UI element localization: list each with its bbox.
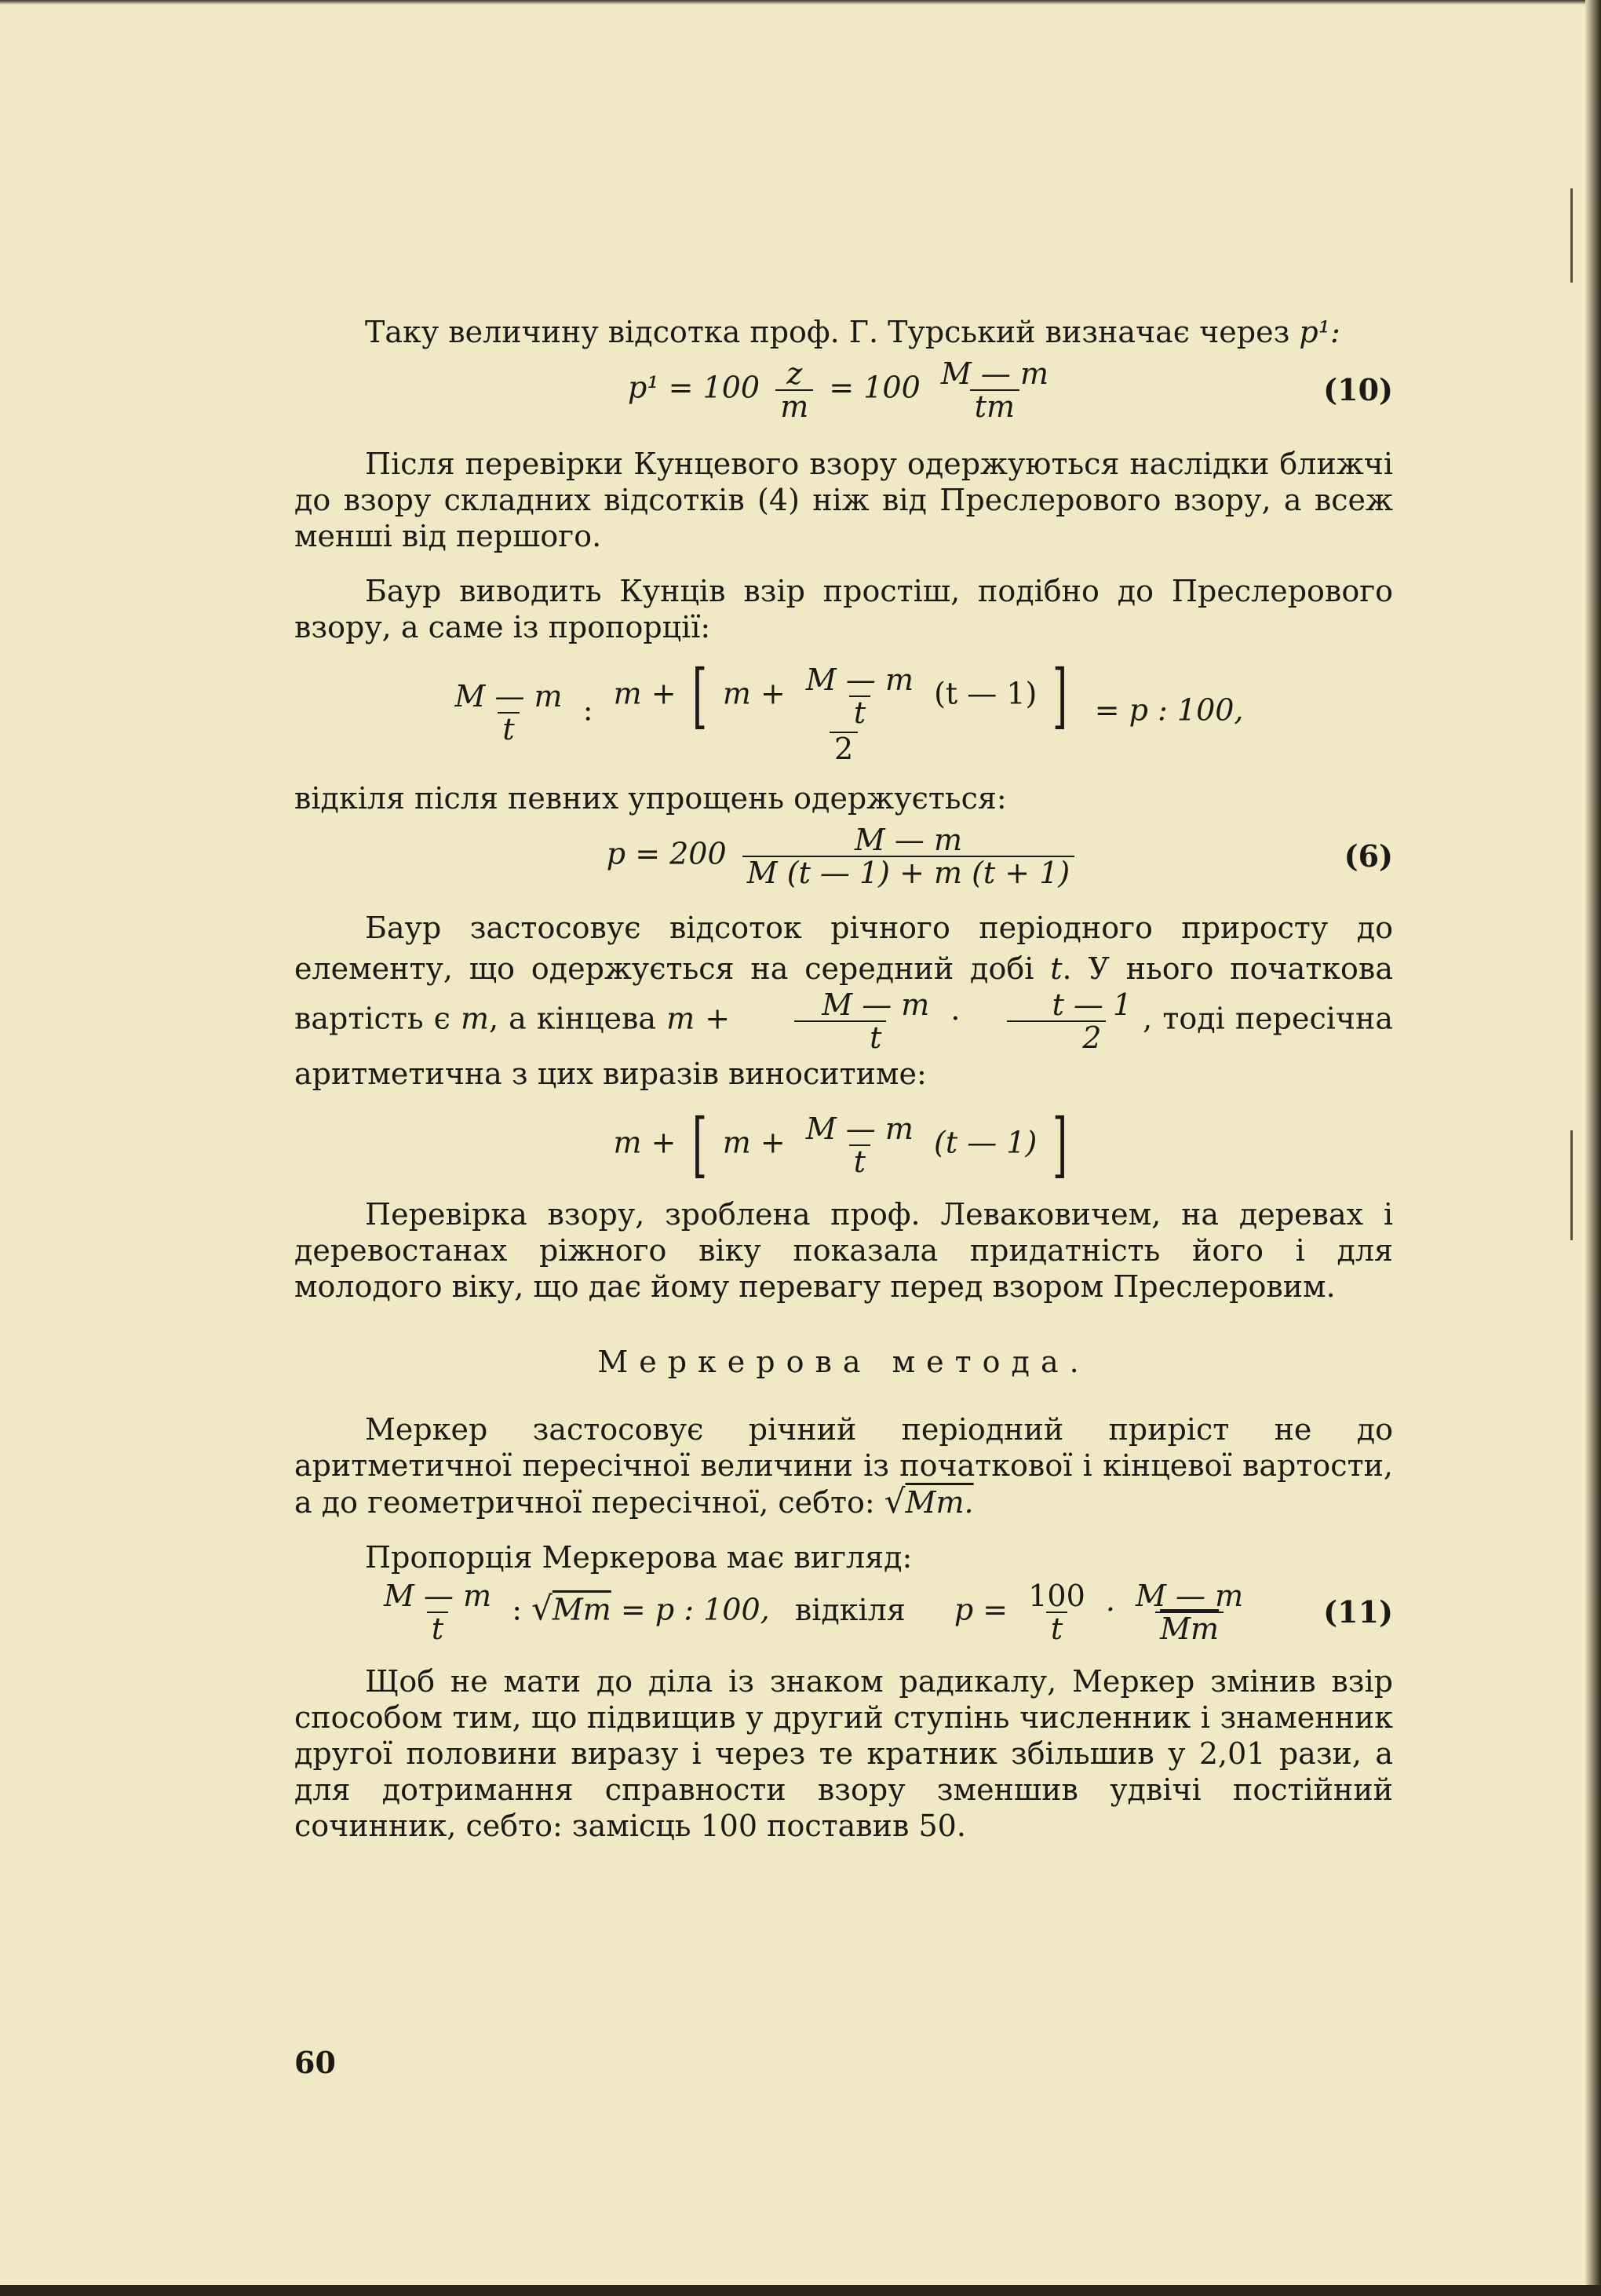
fraction: $\frac{M — m}{t}$ [805, 1111, 914, 1179]
fraction: $\frac{z}{m}$ [775, 358, 813, 422]
binding-crease [1570, 188, 1573, 283]
paragraph-5: Баур застосовує відсоток річного періодного приросту до елементу, що одержується на середний добі t. У нього початкова вартість є m, а кінцева m + $\frac{M — m}{t}$ · $\frac{t — 1}{2}$ , тоді пересічна аритметична з цих виразів виноситиме: [294, 911, 1394, 1091]
paragraph-6: Перевірка взору, зроблена проф. Леваковичем, на деревах і деревостанах ріжного віку показала придатність його і для молодого віку, що дає йому перевагу перед взором Преслеровим. [294, 1197, 1393, 1304]
paragraph-3: Баур виводить Кунців взір простіш, подібно до Преслерового взору, а саме із пропорції: [294, 574, 1393, 644]
fraction: $\frac{M — m}{M (t — 1) + m (t + 1)}$ [742, 824, 1074, 889]
left-bracket: [ [691, 1104, 707, 1186]
fraction: $\frac{100}{t}$ [1028, 1579, 1085, 1646]
left-bracket: [ [691, 655, 707, 737]
paragraph-1: Таку величину відсотка проф. Г. Турський визначає через p¹: [365, 315, 1340, 349]
equation-number: (10) [1323, 372, 1393, 407]
page-edge-bottom [0, 2285, 1601, 2296]
page-number: 60 [294, 2045, 336, 2080]
fraction-large: m + [ m + $\frac{M — m}{t}$ (t — 1) ] 2 [613, 655, 1068, 766]
paragraph-9: Щоб не мати до діла із знаком радикалу, Меркер змінив взір способом тим, що підвищив у другий ступінь численник і знаменник другої половини виразу і через те кратник збільшив у 2,01 рази, а для дотримання справности взору зменшив удвічі постійний сочинник, себто: замісць 100 поставив 50. [294, 1664, 1393, 1843]
right-bracket: ] [1052, 1104, 1068, 1186]
fraction: $\frac{M — m}{t}$ [454, 679, 563, 746]
fraction: $\frac{M — m}{tm}$ [940, 356, 1048, 424]
page-edge-top [0, 0, 1601, 5]
binding-crease [1570, 1130, 1573, 1240]
equation-number: (6) [1344, 838, 1393, 874]
right-bracket: ] [1052, 655, 1068, 737]
equation-arithmetic-mean: m + [ m + $\frac{M — m}{t}$ (t — 1) ] [613, 1104, 1068, 1186]
equation-10: p¹ = 100 $\frac{z}{m}$ = 100 $\frac{M — m}{tm}$ (10) [628, 356, 1393, 424]
equation-11: $\frac{M — m}{t}$ : √Mm = p : 100, відкіля p = $\frac{100}{t}$ · $\frac{M — m}{Mm}$ (11) [294, 1580, 1393, 1644]
equation-baur-proportion: $\frac{M — m}{t}$ : m + [ m + $\frac{M — m}{t}$ (t — 1) ] 2 = p : 100, [294, 661, 1393, 765]
page-content [294, 314, 1393, 1844]
paragraph-7: Меркер застосовує річний періодний приріст не до аритметичної пересічної величини із початкової і кінцевої вартости, а до геометричної пересічної, себто: √Mm. [294, 1412, 1393, 1520]
sqrt-icon: √ [884, 1482, 906, 1520]
equation-6: p = 200 $\frac{M — m}{M (t — 1) + m (t + 1)}$ (6) [606, 823, 1393, 890]
p1-symbol: p¹: [1299, 315, 1340, 349]
paragraph-8: Пропорція Меркерова має вигляд: [365, 1540, 913, 1575]
sqrt-icon: √ [531, 1589, 553, 1628]
fraction: $\frac{M — m}{t}$ [746, 989, 934, 1053]
fraction: $\frac{M — m}{Mm}$ [1136, 1579, 1244, 1646]
fraction: $\frac{t — 1}{2}$ [977, 989, 1137, 1053]
paragraph-4: відкіля після певних упрощень одержується: [294, 781, 1007, 816]
fraction: $\frac{M — m}{t}$ [805, 663, 914, 730]
section-heading: Меркерова метода. [597, 1345, 1090, 1379]
page-edge-right [1585, 0, 1601, 2296]
paragraph-2: Після перевірки Кунцевого взору одержуються наслідки ближчі до взору складних відсотків (4) ніж від Преслерового взору, а всеж менші від першого. [294, 447, 1393, 553]
equation-number: (11) [1323, 1594, 1393, 1630]
fraction: $\frac{M — m}{t}$ [384, 1579, 492, 1646]
